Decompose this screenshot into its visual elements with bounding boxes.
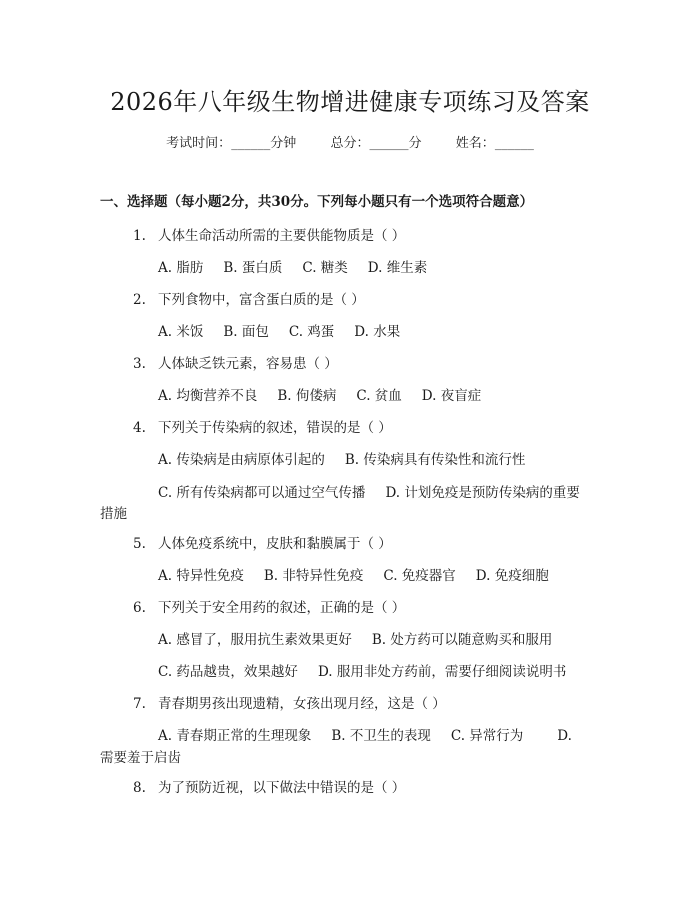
question-5 — [133, 532, 392, 552]
question-text: 人体生命活动所需的主要供能物质是（ ） — [158, 228, 406, 244]
question-text: 青春期男孩出现遗精，女孩出现月经，这是（ ） — [158, 696, 446, 712]
question-6-options-row-2 — [158, 660, 566, 680]
question-2 — [133, 288, 365, 308]
option-b: B. 蛋白质 — [223, 260, 283, 276]
option-c: C. 免疫器官 — [383, 568, 456, 584]
name-blank: ______ — [494, 136, 534, 151]
question-4-options-row-2 — [158, 481, 580, 501]
question-number: 3. — [133, 356, 146, 372]
question-text: 下列关于安全用药的叙述，正确的是（ ） — [158, 600, 406, 616]
question-1-options — [158, 256, 447, 276]
option-b: B. 传染病具有传染性和流行性 — [344, 452, 526, 468]
question-text: 人体缺乏铁元素，容易患（ ） — [158, 356, 338, 372]
question-2-options — [158, 320, 420, 340]
option-a: A. 特异性免疫 — [158, 568, 244, 584]
question-number: 4. — [133, 420, 146, 436]
question-3 — [133, 352, 338, 372]
option-d: D. 维生素 — [367, 260, 428, 276]
score-unit: 分 — [408, 136, 422, 151]
question-5-options — [158, 564, 569, 584]
option-c: C. 糖类 — [302, 260, 348, 276]
question-text: 下列关于传染病的叙述，错误的是（ ） — [158, 420, 392, 436]
option-d: D. 水果 — [354, 324, 401, 340]
option-d: D. 计划免疫是预防传染病的重要 — [385, 485, 580, 501]
question-7-options — [158, 724, 572, 744]
name-label: 姓名： — [455, 136, 495, 151]
option-a: A. 均衡营养不良 — [158, 388, 258, 404]
question-text: 下列食物中，富含蛋白质的是（ ） — [158, 292, 365, 308]
score-blank: ______ — [369, 136, 409, 151]
question-1 — [133, 224, 405, 244]
question-3-options — [158, 384, 501, 404]
question-7-option-d-continued: 需要羞于启齿 — [100, 750, 181, 766]
option-a: A. 米饭 — [158, 324, 204, 340]
question-text: 人体免疫系统中，皮肤和黏膜属于（ ） — [158, 536, 392, 552]
option-b: B. 处方药可以随意购买和服用 — [371, 632, 553, 648]
time-unit: 分钟 — [270, 136, 297, 151]
question-6-options-row-1 — [158, 628, 572, 648]
question-4-option-d-continued: 措施 — [100, 506, 127, 522]
option-d: D. 夜盲症 — [421, 388, 482, 404]
question-7 — [133, 692, 446, 712]
question-6 — [133, 596, 405, 616]
question-number: 8. — [133, 780, 146, 796]
section-title: 一、选择题（每小题2分，共30分。下列每小题只有一个选项符合题意） — [100, 194, 534, 210]
option-d: D. 服用非处方药前，需要仔细阅读说明书 — [317, 664, 567, 680]
option-d: D. 免疫细胞 — [475, 568, 549, 584]
exam-meta — [0, 132, 700, 151]
question-4-options-row-1 — [158, 448, 545, 468]
option-a: A. 青春期正常的生理现象 — [158, 728, 312, 744]
option-a: A. 感冒了，服用抗生素效果更好 — [158, 632, 352, 648]
option-c: C. 鸡蛋 — [288, 324, 335, 340]
option-d: D. — [557, 728, 572, 744]
question-number: 5. — [133, 536, 146, 552]
question-4 — [133, 416, 392, 436]
option-a: A. 脂肪 — [158, 260, 204, 276]
time-label: 考试时间： — [166, 136, 232, 151]
option-a: A. 传染病是由病原体引起的 — [158, 452, 325, 468]
option-b: B. 不卫生的表现 — [331, 728, 431, 744]
page-title: 2026年八年级生物增进健康专项练习及答案 — [110, 88, 590, 116]
option-b: B. 佝偻病 — [277, 388, 337, 404]
score-label: 总分： — [330, 136, 370, 151]
option-b: B. 非特异性免疫 — [263, 568, 364, 584]
option-c: C. 所有传染病都可以通过空气传播 — [158, 485, 366, 501]
question-text: 为了预防近视，以下做法中错误的是（ ） — [158, 780, 406, 796]
question-8 — [133, 776, 405, 796]
question-number: 2. — [133, 292, 146, 308]
option-c: C. 异常行为 — [450, 728, 524, 744]
option-b: B. 面包 — [223, 324, 269, 340]
question-number: 6. — [133, 600, 146, 616]
question-number: 7. — [133, 696, 146, 712]
time-blank: ______ — [231, 136, 271, 151]
option-c: C. 贫血 — [356, 388, 402, 404]
option-c: C. 药品越贵，效果越好 — [158, 664, 298, 680]
question-number: 1. — [133, 228, 146, 244]
